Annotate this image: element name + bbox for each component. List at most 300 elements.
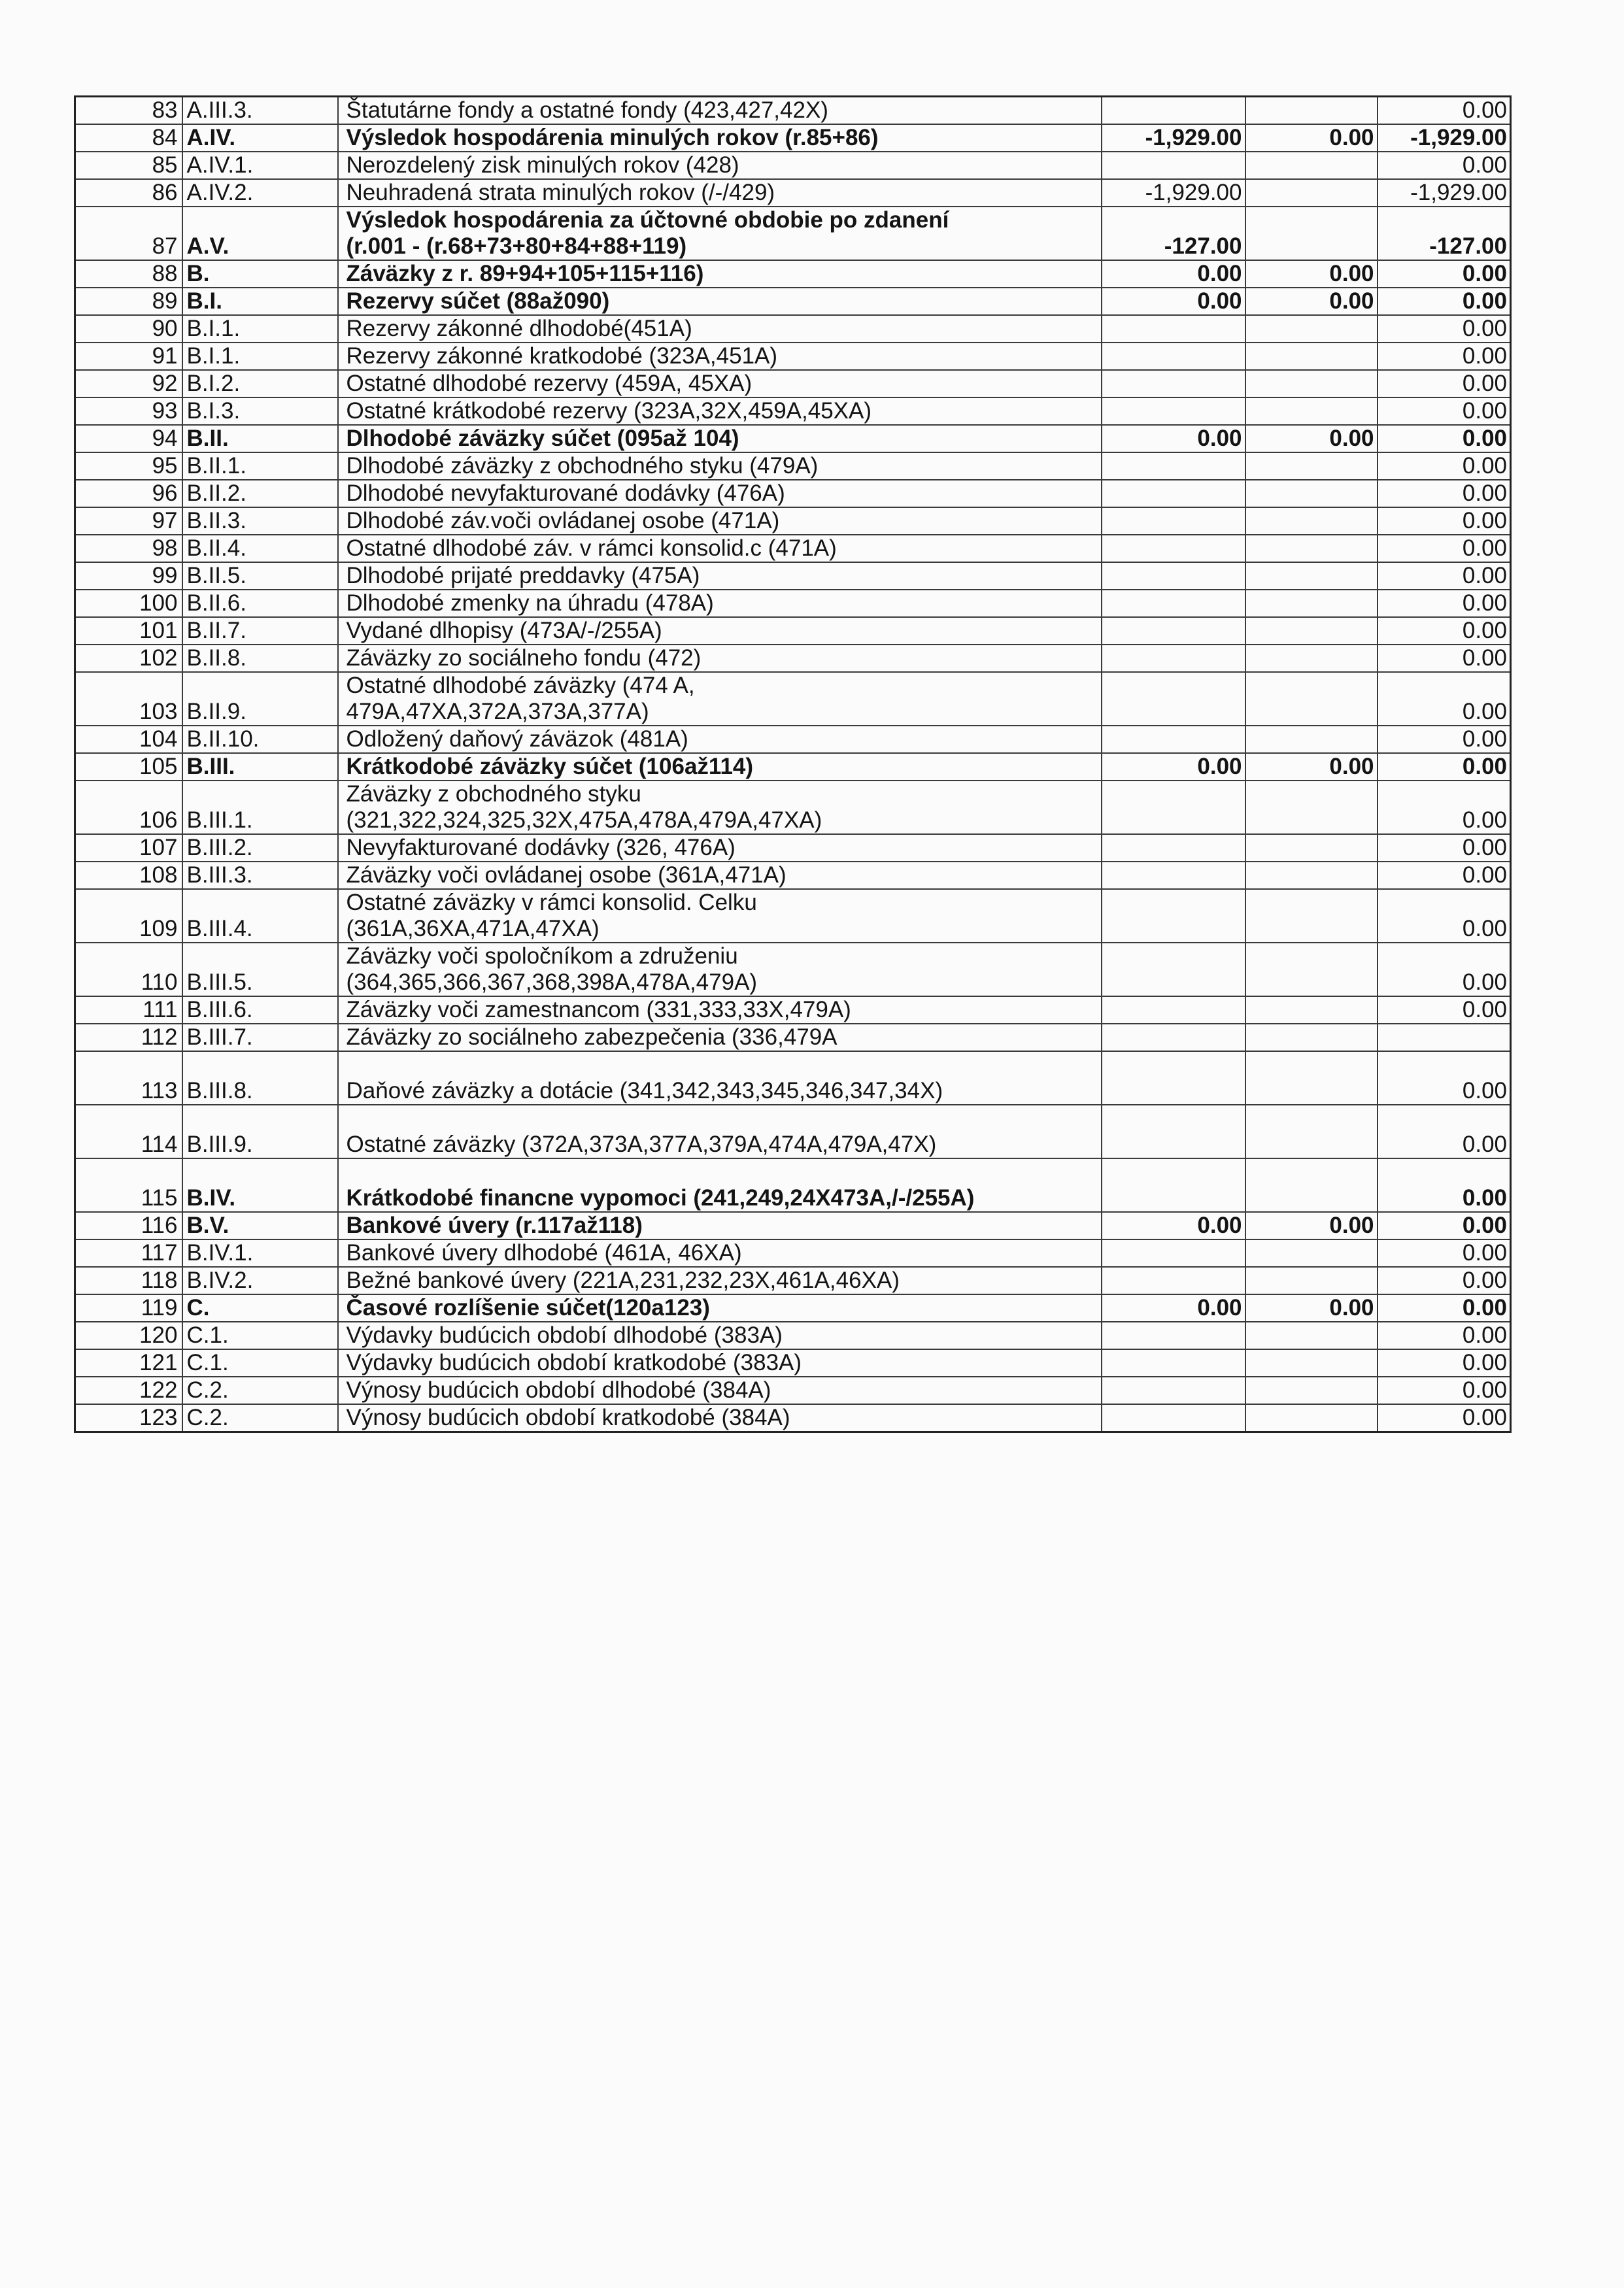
row-number: 113 <box>75 1051 182 1105</box>
value-col-3: 0.00 <box>1378 152 1511 179</box>
row-description <box>338 1349 1102 1377</box>
row-code: B.II.2. <box>182 480 338 507</box>
row-number: 98 <box>75 535 182 562</box>
description-line: (321,322,324,325,32X,475A,478A,479A,47XA) <box>346 807 822 833</box>
value-col-2 <box>1245 535 1378 562</box>
description-line: Záväzky z obchodného styku <box>346 781 641 807</box>
table-row <box>75 1377 1511 1404</box>
row-code: B.I. <box>182 288 338 315</box>
row-code: C.1. <box>182 1349 338 1377</box>
row-code: B.III. <box>182 753 338 781</box>
value-col-2: 0.00 <box>1245 1294 1378 1322</box>
row-description <box>338 288 1102 315</box>
table-row <box>75 315 1511 343</box>
table-row <box>75 1349 1511 1377</box>
row-number: 85 <box>75 152 182 179</box>
description-line: Výsledok hospodárenia za účtovné obdobie po zdanení <box>346 207 949 233</box>
row-code: B.III.7. <box>182 1024 338 1051</box>
table-row <box>75 562 1511 590</box>
row-description <box>338 124 1102 152</box>
value-col-2 <box>1245 781 1378 834</box>
row-description <box>338 753 1102 781</box>
value-col-1 <box>1102 1377 1245 1404</box>
row-number: 93 <box>75 397 182 425</box>
value-col-2: 0.00 <box>1245 1212 1378 1239</box>
row-code: B.III.3. <box>182 862 338 889</box>
description-line: Rezervy zákonné dlhodobé(451A) <box>346 316 692 341</box>
value-col-2 <box>1245 834 1378 862</box>
description-line: Výnosy budúcich období kratkodobé (384A) <box>346 1405 790 1430</box>
table-row <box>75 726 1511 753</box>
value-col-3: 0.00 <box>1378 889 1511 943</box>
row-description <box>338 425 1102 452</box>
value-col-3: 0.00 <box>1378 1158 1511 1212</box>
table-row <box>75 260 1511 288</box>
row-number: 102 <box>75 645 182 672</box>
description-line: Dlhodobé záväzky súčet (095až 104) <box>346 426 739 451</box>
value-col-2 <box>1245 1404 1378 1432</box>
table-row <box>75 452 1511 480</box>
description-line: Ostatné dlhodobé záväzky (474 A, <box>346 673 695 698</box>
value-col-2 <box>1245 1158 1378 1212</box>
table-row <box>75 1404 1511 1432</box>
value-col-3: 0.00 <box>1378 288 1511 315</box>
value-col-2 <box>1245 97 1378 125</box>
row-description <box>338 97 1102 125</box>
value-col-3: 0.00 <box>1378 862 1511 889</box>
row-code: A.IV.1. <box>182 152 338 179</box>
description-line: Krátkodobé financne vypomoci (241,249,24X473A,/-/255A) <box>346 1185 975 1211</box>
value-col-1 <box>1102 645 1245 672</box>
row-code: A.V. <box>182 207 338 260</box>
description-line: Výdavky budúcich období kratkodobé (383A) <box>346 1350 802 1375</box>
value-col-2 <box>1245 645 1378 672</box>
value-col-2 <box>1245 370 1378 397</box>
row-description <box>338 207 1102 260</box>
value-col-2 <box>1245 1349 1378 1377</box>
value-col-2 <box>1245 562 1378 590</box>
value-col-2 <box>1245 179 1378 207</box>
row-code: B.II.7. <box>182 617 338 645</box>
value-col-3: 0.00 <box>1378 943 1511 996</box>
description-line: Rezervy zákonné kratkodobé (323A,451A) <box>346 343 778 369</box>
table-body <box>75 97 1511 1432</box>
row-number: 114 <box>75 1105 182 1158</box>
description-line: Daňové záväzky a dotácie (341,342,343,345,346,347,34X) <box>346 1078 943 1103</box>
table-row <box>75 152 1511 179</box>
row-description <box>338 645 1102 672</box>
row-code: B. <box>182 260 338 288</box>
row-description <box>338 315 1102 343</box>
value-col-2 <box>1245 480 1378 507</box>
value-col-2 <box>1245 1051 1378 1105</box>
value-col-1 <box>1102 1322 1245 1349</box>
row-number: 123 <box>75 1404 182 1432</box>
row-number: 116 <box>75 1212 182 1239</box>
row-description <box>338 1212 1102 1239</box>
row-description <box>338 1158 1102 1212</box>
description-line: (r.001 - (r.68+73+80+84+88+119) <box>346 233 687 259</box>
value-col-3: 0.00 <box>1378 1212 1511 1239</box>
value-col-2 <box>1245 1024 1378 1051</box>
description-line: (364,365,366,367,368,398A,478A,479A) <box>346 969 758 995</box>
value-col-1 <box>1102 452 1245 480</box>
value-col-1 <box>1102 1267 1245 1294</box>
value-col-2: 0.00 <box>1245 425 1378 452</box>
description-line: Ostatné dlhodobé rezervy (459A, 45XA) <box>346 371 753 396</box>
row-description <box>338 260 1102 288</box>
row-code: B.III.4. <box>182 889 338 943</box>
value-col-3 <box>1378 1024 1511 1051</box>
value-col-2 <box>1245 726 1378 753</box>
description-line: Ostatné záväzky v rámci konsolid. Celku <box>346 890 757 915</box>
value-col-1 <box>1102 1404 1245 1432</box>
table-row <box>75 889 1511 943</box>
description-line: Rezervy súčet (88až090) <box>346 288 610 314</box>
table-row <box>75 862 1511 889</box>
value-col-1: -127.00 <box>1102 207 1245 260</box>
row-code: C.1. <box>182 1322 338 1349</box>
value-col-2 <box>1245 617 1378 645</box>
value-col-1 <box>1102 672 1245 726</box>
row-description <box>338 1051 1102 1105</box>
row-code: B.I.1. <box>182 343 338 370</box>
row-description <box>338 397 1102 425</box>
row-number: 106 <box>75 781 182 834</box>
value-col-3: 0.00 <box>1378 1267 1511 1294</box>
row-number: 86 <box>75 179 182 207</box>
value-col-1 <box>1102 152 1245 179</box>
row-number: 118 <box>75 1267 182 1294</box>
value-col-2: 0.00 <box>1245 260 1378 288</box>
value-col-1 <box>1102 507 1245 535</box>
row-code: C. <box>182 1294 338 1322</box>
value-col-3: 0.00 <box>1378 726 1511 753</box>
row-code: B.II.8. <box>182 645 338 672</box>
value-col-2 <box>1245 672 1378 726</box>
table-row <box>75 207 1511 260</box>
row-number: 119 <box>75 1294 182 1322</box>
description-line: Odložený daňový záväzok (481A) <box>346 726 688 752</box>
row-description <box>338 179 1102 207</box>
table-row <box>75 179 1511 207</box>
description-line: Neuhradená strata minulých rokov (/-/429) <box>346 180 775 205</box>
row-number: 88 <box>75 260 182 288</box>
table-row <box>75 1239 1511 1267</box>
row-description <box>338 1377 1102 1404</box>
row-code: B.II.1. <box>182 452 338 480</box>
row-code: C.2. <box>182 1404 338 1432</box>
value-col-2 <box>1245 996 1378 1024</box>
row-code: B.I.3. <box>182 397 338 425</box>
row-code: B.II.10. <box>182 726 338 753</box>
table-row <box>75 288 1511 315</box>
description-line: Štatutárne fondy a ostatné fondy (423,427,42X) <box>346 97 828 123</box>
table-row <box>75 1212 1511 1239</box>
row-description <box>338 834 1102 862</box>
row-description <box>338 781 1102 834</box>
value-col-3: 0.00 <box>1378 260 1511 288</box>
value-col-1: -1,929.00 <box>1102 124 1245 152</box>
value-col-1 <box>1102 617 1245 645</box>
row-description <box>338 1322 1102 1349</box>
table-row <box>75 1267 1511 1294</box>
value-col-3: 0.00 <box>1378 343 1511 370</box>
value-col-1 <box>1102 535 1245 562</box>
value-col-1 <box>1102 1158 1245 1212</box>
table-row <box>75 672 1511 726</box>
description-line: Výsledok hospodárenia minulých rokov (r.85+86) <box>346 125 879 150</box>
table-row <box>75 753 1511 781</box>
description-line: Vydané dlhopisy (473A/-/255A) <box>346 618 662 643</box>
value-col-1 <box>1102 1105 1245 1158</box>
row-code: B.III.9. <box>182 1105 338 1158</box>
value-col-3: 0.00 <box>1378 834 1511 862</box>
row-code: B.III.6. <box>182 996 338 1024</box>
description-line: Záväzky voči ovládanej osobe (361A,471A) <box>346 862 787 888</box>
description-line <box>347 1105 1097 1132</box>
row-code: C.2. <box>182 1377 338 1404</box>
row-number: 104 <box>75 726 182 753</box>
value-col-1 <box>1102 996 1245 1024</box>
row-code: B.V. <box>182 1212 338 1239</box>
value-col-1 <box>1102 343 1245 370</box>
row-code: B.IV.1. <box>182 1239 338 1267</box>
value-col-3: 0.00 <box>1378 1377 1511 1404</box>
row-code: A.III.3. <box>182 97 338 125</box>
row-description <box>338 672 1102 726</box>
table-row <box>75 370 1511 397</box>
row-code: A.IV.2. <box>182 179 338 207</box>
value-col-1 <box>1102 480 1245 507</box>
value-col-2 <box>1245 943 1378 996</box>
table-row <box>75 425 1511 452</box>
row-description <box>338 1105 1102 1158</box>
row-number: 92 <box>75 370 182 397</box>
value-col-2 <box>1245 1105 1378 1158</box>
row-number: 101 <box>75 617 182 645</box>
value-col-3: 0.00 <box>1378 672 1511 726</box>
row-code: B.I.1. <box>182 315 338 343</box>
value-col-3: 0.00 <box>1378 590 1511 617</box>
value-col-3: 0.00 <box>1378 425 1511 452</box>
value-col-1: 0.00 <box>1102 1294 1245 1322</box>
value-col-2 <box>1245 343 1378 370</box>
row-description <box>338 617 1102 645</box>
row-number: 121 <box>75 1349 182 1377</box>
value-col-3: 0.00 <box>1378 1239 1511 1267</box>
row-code: B.IV. <box>182 1158 338 1212</box>
value-col-2 <box>1245 397 1378 425</box>
value-col-1 <box>1102 781 1245 834</box>
table-row <box>75 1294 1511 1322</box>
table-row <box>75 645 1511 672</box>
description-line: Bankové úvery (r.117až118) <box>346 1213 643 1238</box>
description-line: Záväzky voči zamestnancom (331,333,33X,479A) <box>346 997 851 1022</box>
row-number: 107 <box>75 834 182 862</box>
row-description <box>338 590 1102 617</box>
description-line <box>347 1159 1097 1185</box>
value-col-3: 0.00 <box>1378 452 1511 480</box>
value-col-3: 0.00 <box>1378 370 1511 397</box>
row-number: 122 <box>75 1377 182 1404</box>
value-col-3: 0.00 <box>1378 996 1511 1024</box>
row-number: 108 <box>75 862 182 889</box>
value-col-2 <box>1245 452 1378 480</box>
row-description <box>338 943 1102 996</box>
value-col-1 <box>1102 562 1245 590</box>
value-col-3: 0.00 <box>1378 753 1511 781</box>
row-description <box>338 507 1102 535</box>
row-code: B.II. <box>182 425 338 452</box>
value-col-3: 0.00 <box>1378 535 1511 562</box>
value-col-3: 0.00 <box>1378 1322 1511 1349</box>
row-description <box>338 726 1102 753</box>
row-description <box>338 1239 1102 1267</box>
value-col-2 <box>1245 889 1378 943</box>
value-col-1 <box>1102 370 1245 397</box>
value-col-1 <box>1102 1051 1245 1105</box>
table-row <box>75 617 1511 645</box>
row-description <box>338 562 1102 590</box>
value-col-2 <box>1245 315 1378 343</box>
table-row <box>75 834 1511 862</box>
description-line: Záväzky zo sociálneho fondu (472) <box>346 645 702 671</box>
row-description <box>338 535 1102 562</box>
description-line: Ostatné dlhodobé záv. v rámci konsolid.c (471A) <box>346 535 837 561</box>
value-col-2 <box>1245 1267 1378 1294</box>
row-description <box>338 480 1102 507</box>
value-col-2 <box>1245 862 1378 889</box>
table-row <box>75 507 1511 535</box>
value-col-3: 0.00 <box>1378 1404 1511 1432</box>
description-line: Záväzky zo sociálneho zabezpečenia (336,479A <box>346 1024 837 1050</box>
row-number: 110 <box>75 943 182 996</box>
table-row <box>75 1322 1511 1349</box>
row-number: 84 <box>75 124 182 152</box>
description-line: Dlhodobé záväzky z obchodného styku (479A) <box>346 453 819 479</box>
row-number: 105 <box>75 753 182 781</box>
row-number: 112 <box>75 1024 182 1051</box>
row-code: B.III.8. <box>182 1051 338 1105</box>
description-line: Bežné bankové úvery (221A,231,232,23X,461A,46XA) <box>346 1268 900 1293</box>
table-row <box>75 480 1511 507</box>
table-row <box>75 996 1511 1024</box>
value-col-1: 0.00 <box>1102 1212 1245 1239</box>
value-col-3: 0.00 <box>1378 781 1511 834</box>
table-row <box>75 1024 1511 1051</box>
row-code: B.I.2. <box>182 370 338 397</box>
row-number: 95 <box>75 452 182 480</box>
row-description <box>338 1404 1102 1432</box>
row-number: 91 <box>75 343 182 370</box>
value-col-2 <box>1245 1322 1378 1349</box>
value-col-3: 0.00 <box>1378 562 1511 590</box>
value-col-3: 0.00 <box>1378 1349 1511 1377</box>
row-code: B.III.1. <box>182 781 338 834</box>
value-col-1 <box>1102 1024 1245 1051</box>
value-col-1: 0.00 <box>1102 425 1245 452</box>
table-row <box>75 397 1511 425</box>
value-col-2 <box>1245 1377 1378 1404</box>
value-col-3: -127.00 <box>1378 207 1511 260</box>
value-col-3: -1,929.00 <box>1378 179 1511 207</box>
value-col-2: 0.00 <box>1245 753 1378 781</box>
value-col-3: 0.00 <box>1378 480 1511 507</box>
description-line: Dlhodobé nevyfakturované dodávky (476A) <box>346 480 785 506</box>
row-number: 87 <box>75 207 182 260</box>
value-col-3: 0.00 <box>1378 1051 1511 1105</box>
description-line: Ostatné záväzky (372A,373A,377A,379A,474A,479A,47X) <box>346 1132 937 1157</box>
value-col-2 <box>1245 590 1378 617</box>
row-description <box>338 996 1102 1024</box>
row-code: A.IV. <box>182 124 338 152</box>
row-number: 100 <box>75 590 182 617</box>
table-row <box>75 943 1511 996</box>
description-line: Dlhodobé záv.voči ovládanej osobe (471A) <box>346 508 780 533</box>
description-line: Nerozdelený zisk minulých rokov (428) <box>346 152 739 178</box>
row-code: B.II.3. <box>182 507 338 535</box>
value-col-1 <box>1102 97 1245 125</box>
row-number: 111 <box>75 996 182 1024</box>
row-number: 94 <box>75 425 182 452</box>
value-col-2: 0.00 <box>1245 288 1378 315</box>
value-col-3: 0.00 <box>1378 1105 1511 1158</box>
row-description <box>338 889 1102 943</box>
value-col-1 <box>1102 862 1245 889</box>
description-line: Dlhodobé zmenky na úhradu (478A) <box>346 590 714 616</box>
row-description <box>338 343 1102 370</box>
table-row <box>75 590 1511 617</box>
balance-sheet-table <box>74 95 1512 1433</box>
description-line: Záväzky z r. 89+94+105+115+116) <box>346 261 704 286</box>
description-line: Výnosy budúcich období dlhodobé (384A) <box>346 1377 771 1403</box>
description-line: Výdavky budúcich období dlhodobé (383A) <box>346 1322 783 1348</box>
value-col-2 <box>1245 1239 1378 1267</box>
description-line: Nevyfakturované dodávky (326, 476A) <box>346 835 736 860</box>
description-line <box>347 1052 1097 1078</box>
row-number: 117 <box>75 1239 182 1267</box>
row-description <box>338 862 1102 889</box>
value-col-1 <box>1102 1239 1245 1267</box>
row-code: B.II.9. <box>182 672 338 726</box>
row-number: 115 <box>75 1158 182 1212</box>
description-line: Záväzky voči spoločníkom a združeniu <box>346 943 738 969</box>
value-col-3: 0.00 <box>1378 1294 1511 1322</box>
value-col-1 <box>1102 1349 1245 1377</box>
row-description <box>338 1024 1102 1051</box>
value-col-3: -1,929.00 <box>1378 124 1511 152</box>
row-code: B.II.4. <box>182 535 338 562</box>
value-col-1: 0.00 <box>1102 260 1245 288</box>
value-col-3: 0.00 <box>1378 645 1511 672</box>
value-col-3: 0.00 <box>1378 315 1511 343</box>
row-code: B.IV.2. <box>182 1267 338 1294</box>
row-number: 96 <box>75 480 182 507</box>
row-description <box>338 1294 1102 1322</box>
row-number: 97 <box>75 507 182 535</box>
description-line: Bankové úvery dlhodobé (461A, 46XA) <box>346 1240 742 1266</box>
value-col-1: -1,929.00 <box>1102 179 1245 207</box>
value-col-1 <box>1102 943 1245 996</box>
row-code: B.II.5. <box>182 562 338 590</box>
table-row <box>75 343 1511 370</box>
row-number: 103 <box>75 672 182 726</box>
value-col-2 <box>1245 207 1378 260</box>
row-code: B.III.5. <box>182 943 338 996</box>
row-description <box>338 452 1102 480</box>
row-number: 109 <box>75 889 182 943</box>
